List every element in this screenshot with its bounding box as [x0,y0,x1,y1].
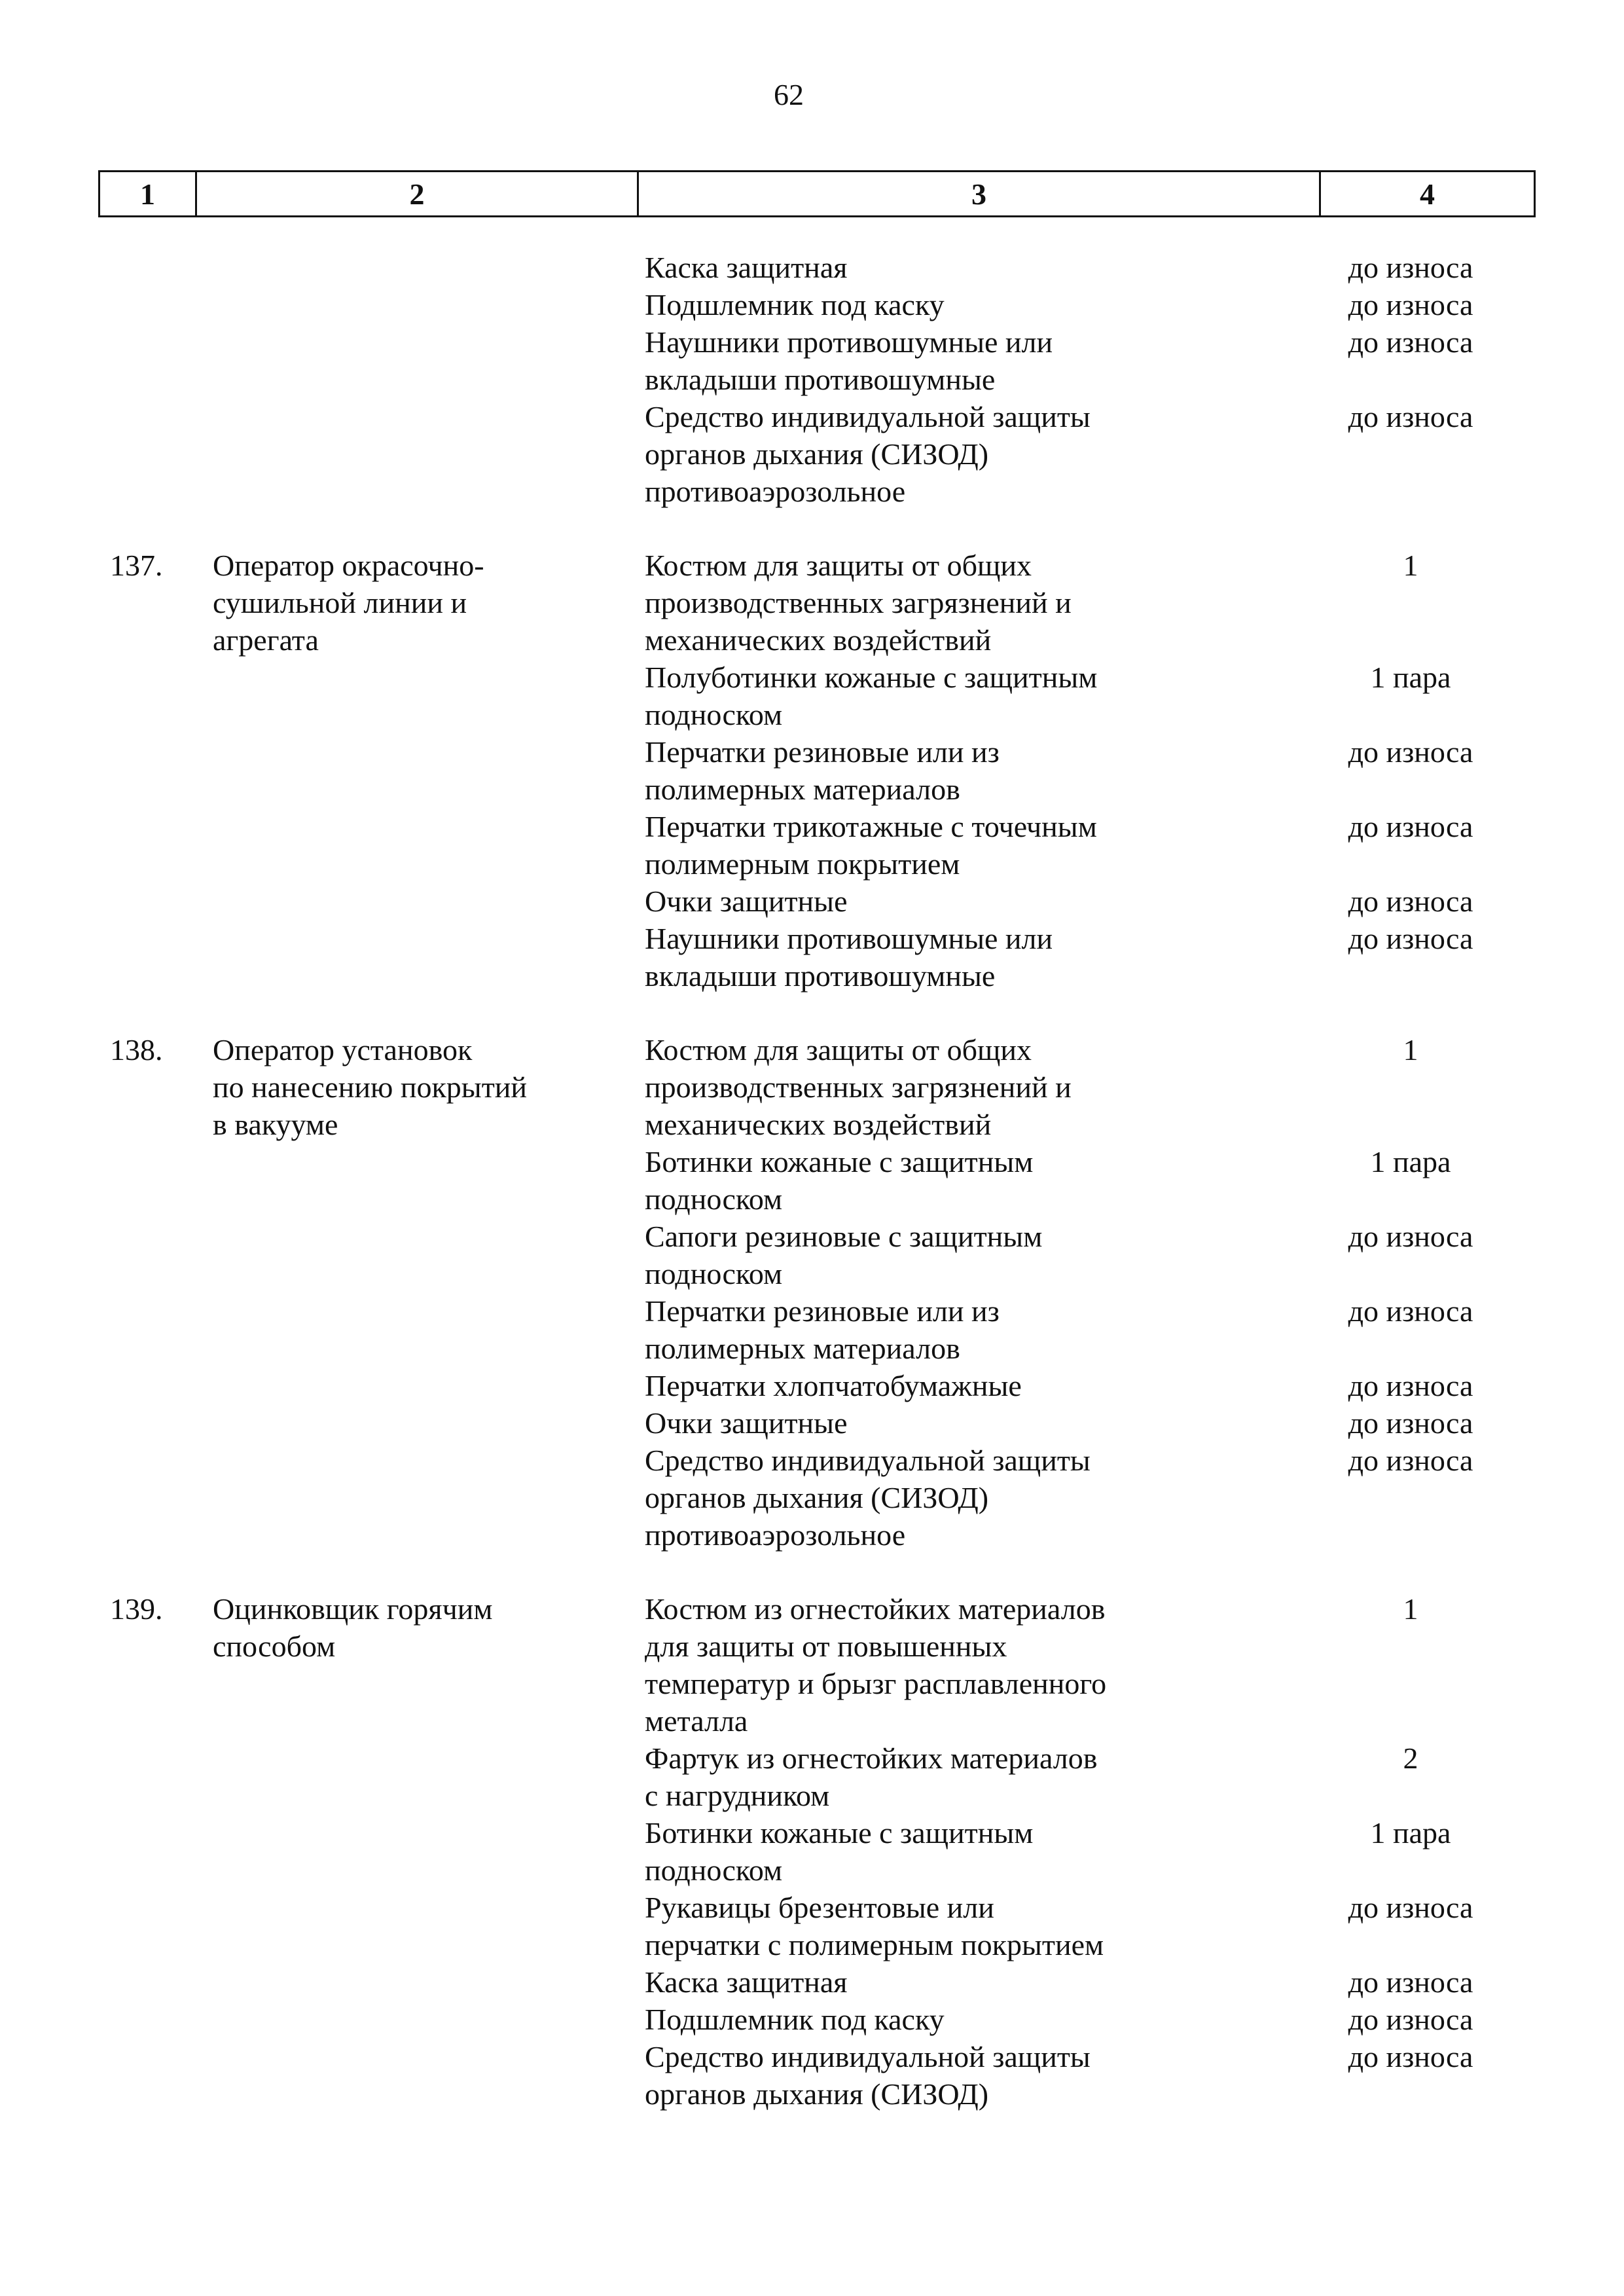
ppe-item-quantity: до износа [1348,2003,1473,2036]
ppe-item-quantity: до износа [1348,922,1473,955]
ppe-item-name: Очки защитные [645,1406,848,1440]
ppe-item-name: Каска защитная [645,1965,848,1999]
table-body [0,249,1624,2149]
table-row [0,1590,1624,2113]
ppe-item [645,286,1522,323]
ppe-item-quantity: 1 [1403,549,1418,582]
ppe-list [645,1590,1522,2113]
ppe-item-quantity: до износа [1348,884,1473,918]
ppe-item-quantity: до износа [1348,1444,1473,1477]
ppe-item-name: Костюм для защиты от общих производственных загрязнений и механических воздействий [645,1033,1072,1141]
entry-number: 139. [110,1592,163,1626]
ppe-item-quantity: 1 пара [1370,1145,1451,1178]
table-header [98,170,1536,217]
header-col-1: 1 [100,172,197,215]
ppe-item-quantity: до износа [1348,1220,1473,1253]
ppe-item-name: Костюм из огнестойких материалов для защиты от повышенных температур и брызг расплавленного металла [645,1592,1107,1738]
ppe-item-quantity: 1 [1403,1033,1418,1066]
ppe-item-quantity: до износа [1348,1294,1473,1328]
ppe-item-name: Наушники противошумные или вкладыши противошумные [645,325,1053,396]
ppe-item [645,323,1522,398]
ppe-item [645,1740,1522,1814]
header-col-4: 4 [1420,177,1435,211]
ppe-item-quantity: 1 пара [1370,661,1451,694]
ppe-item-quantity: до износа [1348,810,1473,843]
ppe-item [645,920,1522,994]
ppe-item-name: Рукавицы брезентовые или перчатки с полимерным покрытием [645,1891,1104,1961]
ppe-list [645,249,1522,510]
ppe-item-quantity: до износа [1348,2040,1473,2073]
ppe-item [645,2001,1522,2038]
ppe-item-name: Наушники противошумные или вкладыши противошумные [645,922,1053,993]
ppe-item-quantity: до износа [1348,735,1473,769]
ppe-item-quantity: до износа [1348,288,1473,321]
occupation-name: Оцинковщик горячим способом [213,1592,493,1663]
table-row [0,1031,1624,1554]
header-col-3: 3 [639,172,1321,215]
ppe-item [645,1367,1522,1404]
entry-number: 137. [110,549,163,582]
ppe-item-quantity: 2 [1403,1741,1418,1775]
ppe-list [645,1031,1522,1554]
ppe-item-name: Подшлемник под каску [645,288,945,321]
occupation-name: Оператор окрасочно- сушильной линии и агрегата [213,549,484,657]
ppe-item [645,1404,1522,1442]
ppe-item [645,1292,1522,1367]
ppe-item [645,883,1522,920]
ppe-item-name: Костюм для защиты от общих производственных загрязнений и механических воздействий [645,549,1072,657]
ppe-item [645,547,1522,659]
ppe-item-name: Каска защитная [645,251,848,284]
ppe-list [645,547,1522,994]
ppe-item [645,733,1522,808]
ppe-item-name: Подшлемник под каску [645,2003,945,2036]
ppe-item [645,2038,1522,2113]
ppe-item-quantity: до износа [1348,1369,1473,1402]
ppe-item [645,1143,1522,1218]
ppe-item-quantity: 1 пара [1370,1816,1451,1850]
ppe-item-quantity: до износа [1348,400,1473,433]
ppe-item-quantity: до износа [1348,1406,1473,1440]
ppe-item-quantity: 1 [1403,1592,1418,1626]
ppe-item-name: Средство индивидуальной защиты органов дыхания (СИЗОД) [645,2040,1091,2111]
ppe-item-name: Очки защитные [645,884,848,918]
ppe-item-name: Перчатки резиновые или из полимерных материалов [645,735,1000,806]
ppe-item [645,808,1522,883]
ppe-item-name: Средство индивидуальной защиты органов дыхания (СИЗОД) противоаэрозольное [645,1444,1091,1552]
table-row [0,249,1624,510]
ppe-item [645,1031,1522,1143]
ppe-item-quantity: до износа [1348,1891,1473,1924]
ppe-item [645,249,1522,286]
ppe-item [645,398,1522,510]
ppe-item-name: Средство индивидуальной защиты органов дыхания (СИЗОД) противоаэрозольное [645,400,1091,508]
ppe-item [645,1442,1522,1554]
ppe-item [645,1590,1522,1740]
occupation-name: Оператор установок по нанесению покрытий в вакууме [213,1033,528,1141]
ppe-item-name: Перчатки резиновые или из полимерных материалов [645,1294,1000,1365]
ppe-item-quantity: до износа [1348,251,1473,284]
ppe-item [645,659,1522,733]
table-row [0,547,1624,994]
entry-number: 138. [110,1033,163,1066]
ppe-item-name: Ботинки кожаные с защитным подноском [645,1145,1034,1216]
header-col-2: 2 [197,172,639,215]
ppe-item [645,1963,1522,2001]
ppe-item [645,1814,1522,1889]
ppe-item-name: Ботинки кожаные с защитным подноском [645,1816,1034,1887]
ppe-item-quantity: до износа [1348,325,1473,359]
page-number: 62 [774,78,804,111]
ppe-item-name: Фартук из огнестойких материалов с нагрудником [645,1741,1098,1812]
ppe-item-name: Перчатки трикотажные с точечным полимерным покрытием [645,810,1097,881]
ppe-item [645,1218,1522,1292]
ppe-item-name: Сапоги резиновые с защитным подноском [645,1220,1043,1290]
ppe-item-quantity: до износа [1348,1965,1473,1999]
ppe-item-name: Перчатки хлопчатобумажные [645,1369,1022,1402]
ppe-item-name: Полуботинки кожаные с защитным подноском [645,661,1098,731]
ppe-item [645,1889,1522,1963]
